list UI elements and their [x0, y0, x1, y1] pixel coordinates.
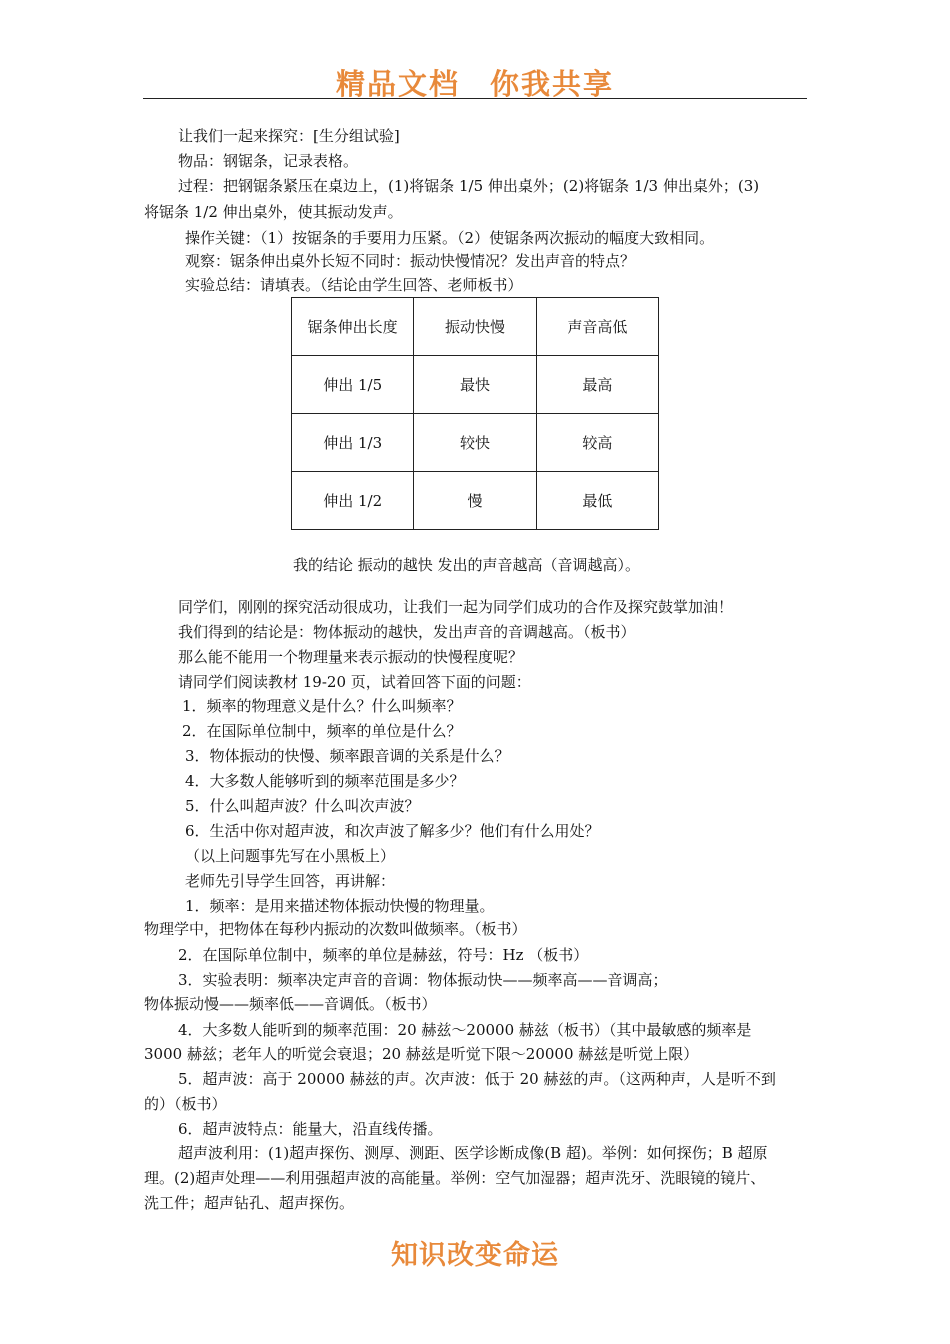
intro-line-4: 将锯条 1/2 伸出桌外，使其振动发声。 [144, 203, 403, 221]
table-cell: 最快 [414, 356, 536, 414]
question-3: 3．物体振动的快慢、频率跟音调的关系是什么？ [185, 747, 510, 765]
teacher-guide: 老师先引导学生回答，再讲解： [185, 872, 396, 890]
answer-4: 4．大多数人能听到的频率范围：20 赫兹～20000 赫兹（板书）（其中最敏感的频率是 [178, 1021, 752, 1039]
answer-5-continued: 的）（板书） [144, 1095, 227, 1113]
answer-1-continued: 物理学中，把物体在每秒内振动的次数叫做频率。（板书） [144, 920, 527, 938]
answer-3-continued: 物体振动慢——频率低——音调低。（板书） [144, 995, 437, 1013]
question-5: 5．什么叫超声波？什么叫次声波？ [185, 797, 420, 815]
table-row [292, 414, 659, 472]
ultrasound-use-1: 超声波利用：(1)超声探伤、测厚、测距、医学诊断成像(B 超)。举例：如何探伤；B 超原 [178, 1144, 768, 1162]
table-header-cell: 声音高低 [536, 298, 658, 356]
table-cell: 最高 [536, 356, 658, 414]
intro-line-1: 让我们一起来探究：[生分组试验] [178, 127, 400, 145]
footer-title: 知识改变命运 [391, 1240, 559, 1271]
answer-3: 3．实验表明：频率决定声音的音调：物体振动快——频率高——音调高； [178, 971, 668, 989]
table-cell: 慢 [414, 472, 536, 530]
table-header-cell: 振动快慢 [414, 298, 536, 356]
answer-6: 6．超声波特点：能量大，沿直线传播。 [178, 1120, 443, 1138]
question-6: 6．生活中你对超声波，和次声波了解多少？他们有什么用处？ [185, 822, 600, 840]
body-paragraph-2: 我们得到的结论是：物体振动的越快，发出声音的音调越高。（板书） [178, 623, 636, 641]
ultrasound-use-2: 理。(2)超声处理——利用强超声波的高能量。举例：空气加湿器；超声洗牙、洗眼镜的镜片、 [144, 1169, 766, 1187]
intro-line-7: 实验总结：请填表。（结论由学生回答、老师板书） [185, 276, 523, 294]
ultrasound-use-3: 洗工件；超声钻孔、超声探伤。 [144, 1194, 355, 1212]
answer-1: 1．频率：是用来描述物体振动快慢的物理量。 [185, 897, 495, 915]
table-cell: 较快 [414, 414, 536, 472]
table-cell: 较高 [536, 414, 658, 472]
answer-4-continued: 3000 赫兹；老年人的听觉会衰退；20 赫兹是听觉下限～20000 赫兹是听觉上限） [144, 1045, 699, 1063]
table-cell: 最低 [536, 472, 658, 530]
table-header-row [292, 298, 659, 356]
answer-2: 2．在国际单位制中，频率的单位是赫兹，符号：Hz （板书） [178, 946, 589, 964]
body-paragraph-4: 请同学们阅读教材 19-20 页，试着回答下面的问题： [178, 673, 531, 691]
question-1: 1．频率的物理意义是什么？什么叫频率？ [182, 697, 462, 715]
intro-line-5: 操作关键：（1）按锯条的手要用力压紧。（2）使锯条两次振动的幅度大致相同。 [185, 229, 715, 247]
body-paragraph-3: 那么能不能用一个物理量来表示振动的快慢程度呢？ [178, 648, 524, 666]
body-paragraph-1: 同学们，刚刚的探究活动很成功，让我们一起为同学们成功的合作及探究鼓掌加油！ [178, 598, 734, 616]
table-row [292, 356, 659, 414]
results-table [291, 297, 659, 530]
intro-line-3: 过程：把钢锯条紧压在桌边上，(1)将锯条 1/5 伸出桌外；(2)将锯条 1/3 伸出桌外；(3) [178, 177, 760, 195]
question-2: 2．在国际单位制中，频率的单位是什么？ [182, 722, 462, 740]
blackboard-note: （以上问题事先写在小黑板上） [185, 847, 396, 865]
question-4: 4．大多数人能够听到的频率范围是多少？ [185, 772, 465, 790]
header-left-text: 精品文档 [335, 67, 460, 101]
header-title [0, 62, 950, 103]
conclusion-text: 我的结论 振动的越快 发出的声音越高（音调越高）。 [293, 556, 641, 574]
table-cell: 伸出 1/5 [292, 356, 414, 414]
header-divider [143, 98, 807, 99]
intro-line-2: 物品：钢锯条，记录表格。 [178, 152, 359, 170]
intro-line-6: 观察：锯条伸出桌外长短不同时：振动快慢情况？发出声音的特点？ [185, 252, 636, 270]
table-header-cell: 锯条伸出长度 [292, 298, 414, 356]
table-row [292, 472, 659, 530]
table-cell: 伸出 1/2 [292, 472, 414, 530]
header-right-text: 你我共享 [490, 67, 615, 101]
table-cell: 伸出 1/3 [292, 414, 414, 472]
answer-5: 5．超声波：高于 20000 赫兹的声。次声波：低于 20 赫兹的声。（这两种声，人是听不到 [178, 1070, 776, 1088]
